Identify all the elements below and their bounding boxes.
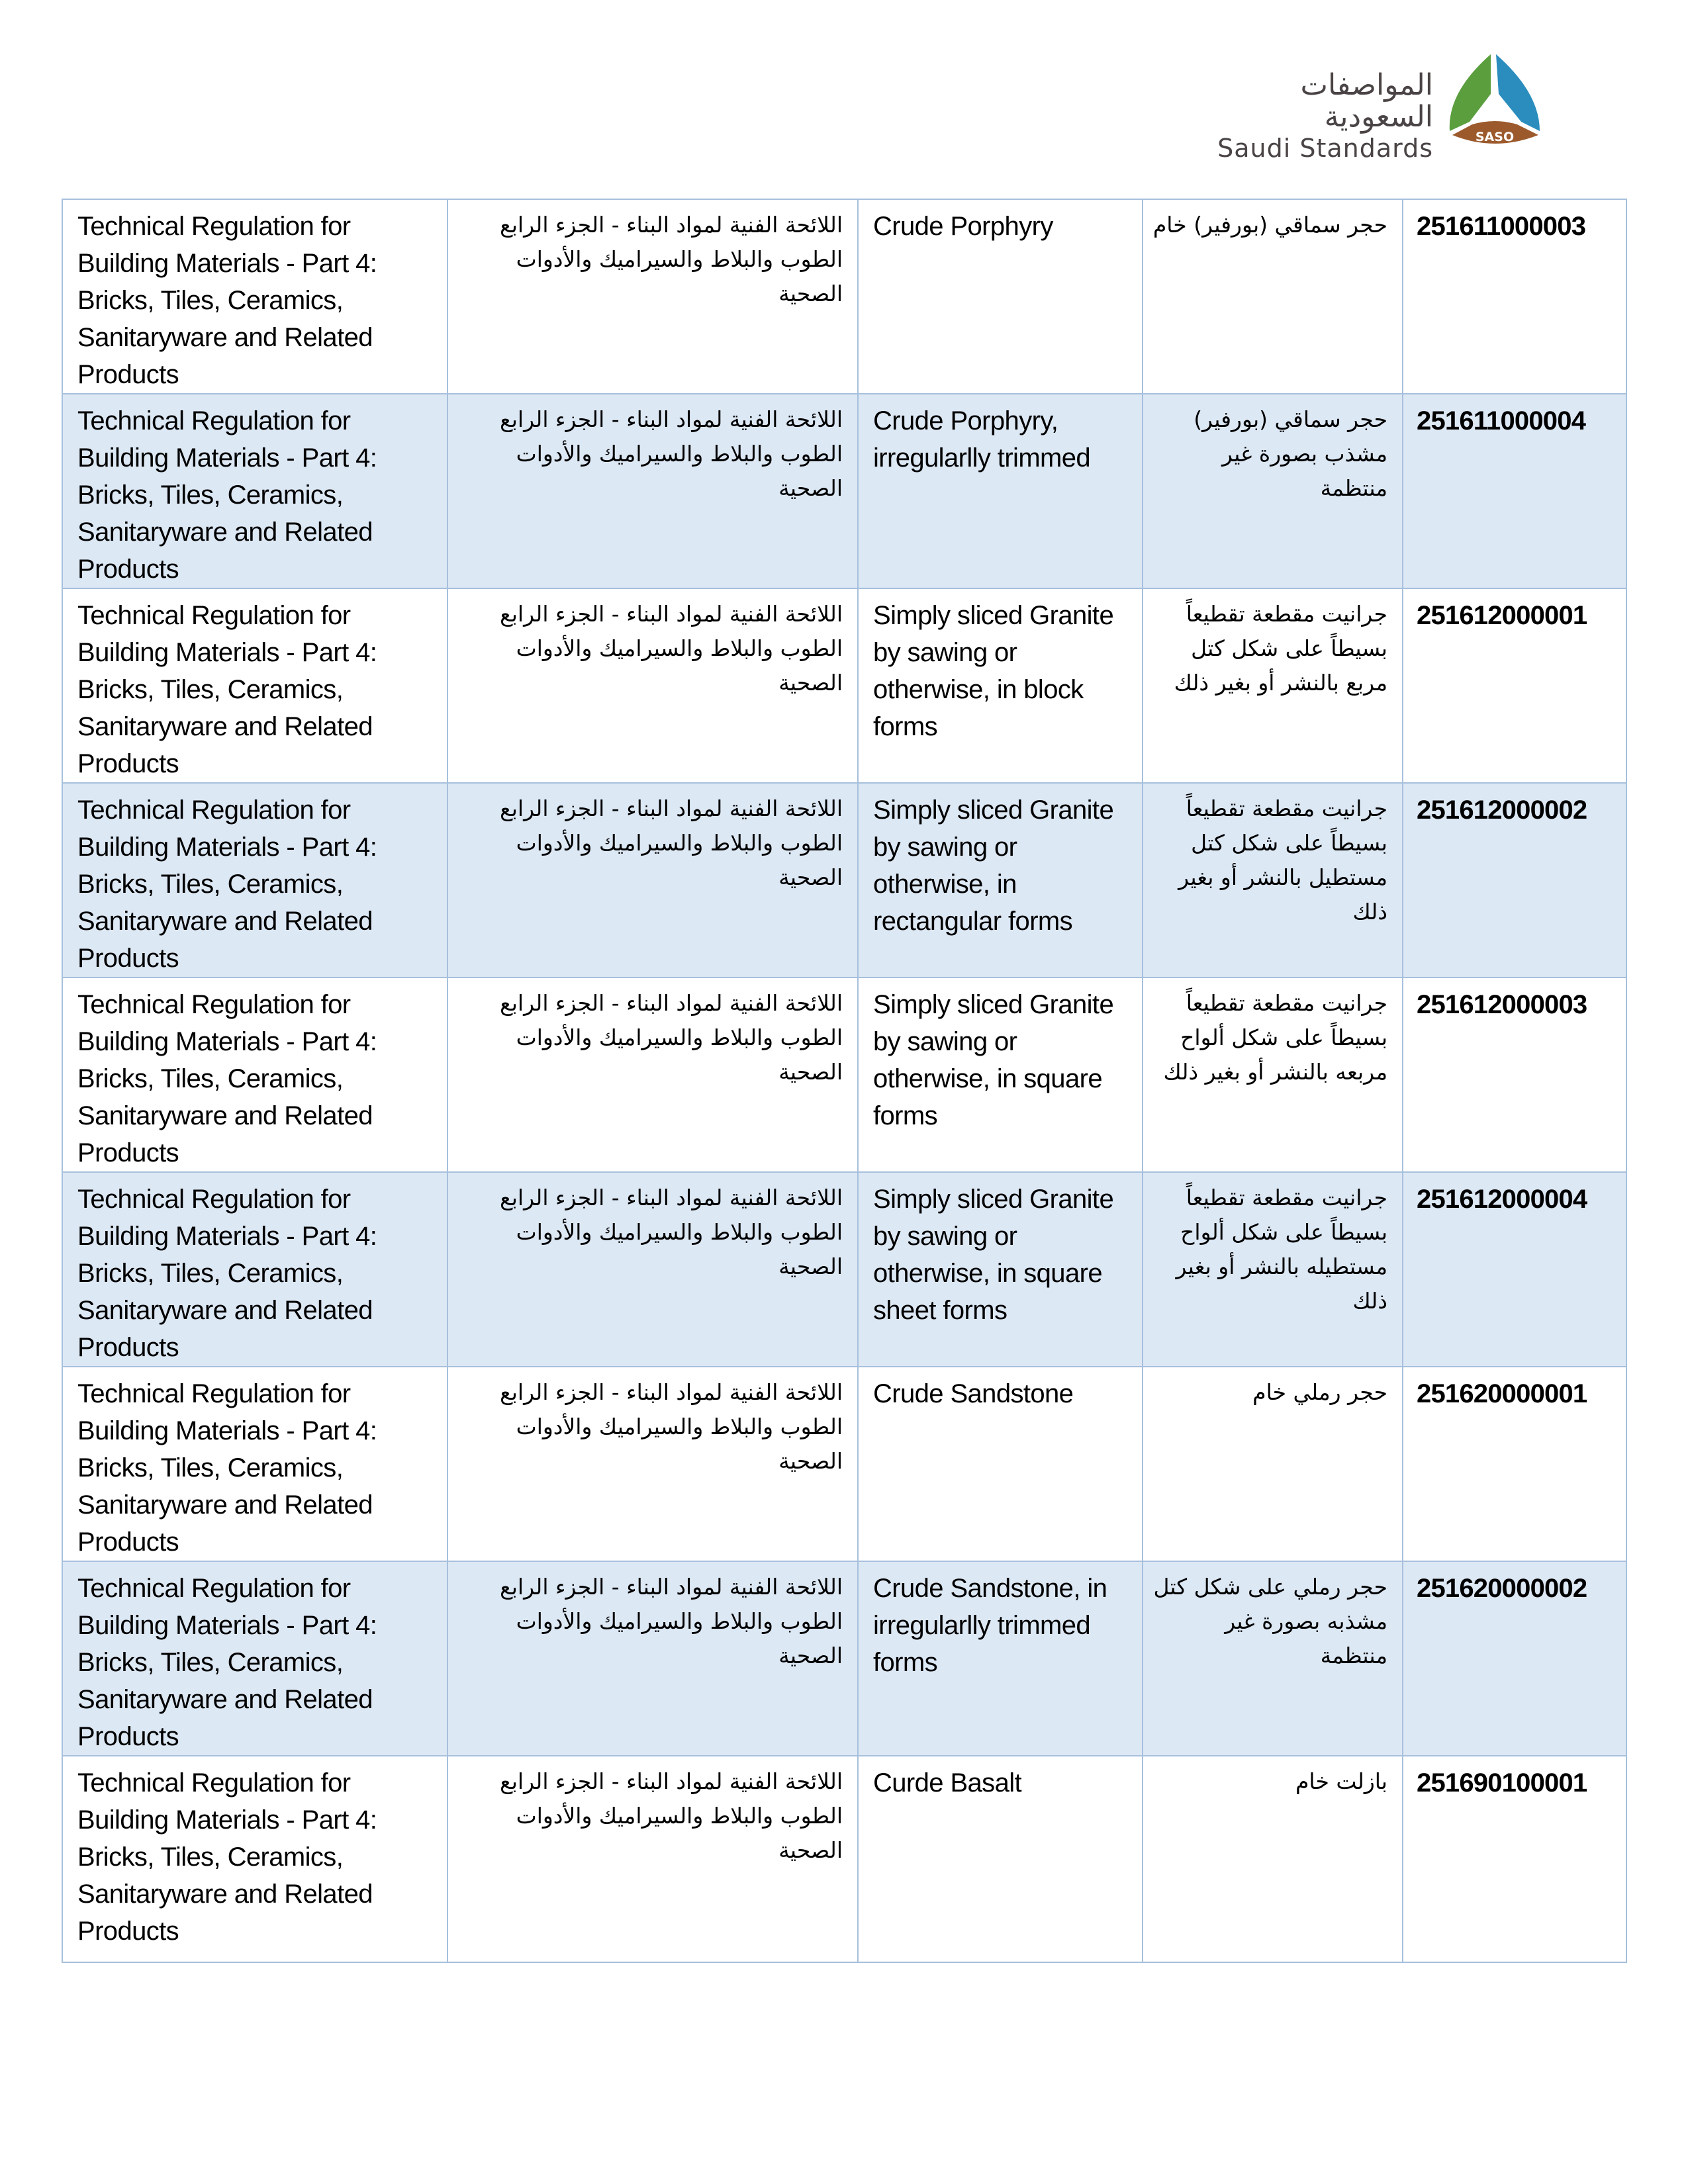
regulation-en-cell <box>62 199 447 394</box>
product-ar: بازلت خام <box>1295 1768 1387 1794</box>
product-en: Simply sliced Granite by sawing or otherwise, in square sheet forms <box>873 1185 1114 1325</box>
product-en: Simply sliced Granite by sawing or otherwise, in rectangular forms <box>873 796 1114 936</box>
regulation-ar-cell <box>447 1172 858 1367</box>
hs-code: 251690100001 <box>1417 1768 1587 1797</box>
product-ar: حجر سماقي (بورفير) مشذب بصورة غير منتظمة <box>1194 406 1387 501</box>
regulation-ar: اللائحة الفنية لمواد البناء - الجزء الرابع الطوب والبلاط والسيراميك والأدوات الصحية <box>500 406 843 501</box>
regulation-ar-cell <box>447 394 858 588</box>
hs-code-cell <box>1403 1172 1626 1367</box>
product-ar-cell <box>1143 1756 1403 1962</box>
product-ar-cell <box>1143 588 1403 783</box>
logo-arabic-name: المواصفات السعودية <box>1300 68 1433 134</box>
hs-code-cell <box>1403 199 1626 394</box>
table-row <box>62 199 1626 394</box>
product-en: Curde Basalt <box>873 1768 1022 1797</box>
table-row <box>62 1367 1626 1561</box>
product-ar: حجر سماقي (بورفير) خام <box>1152 212 1387 238</box>
product-ar-cell <box>1143 199 1403 394</box>
product-en-cell <box>858 1561 1143 1756</box>
regulation-ar-cell <box>447 783 858 978</box>
regulation-ar-cell <box>447 199 858 394</box>
logo-blue-segment <box>1496 54 1540 131</box>
product-ar-cell <box>1143 1367 1403 1561</box>
product-ar: حجر رملي على شكل كتل مشذبه بصورة غير منتظمة <box>1153 1574 1387 1668</box>
product-en: Crude Porphyry, irregularlly trimmed <box>873 406 1091 473</box>
hs-code-cell <box>1403 978 1626 1172</box>
regulation-ar-cell <box>447 1756 858 1962</box>
table-row <box>62 1172 1626 1367</box>
regulation-en-cell <box>62 1367 447 1561</box>
hs-code-cell <box>1403 783 1626 978</box>
regulation-en-cell <box>62 588 447 783</box>
hs-code: 251612000004 <box>1417 1185 1587 1214</box>
product-en: Crude Sandstone, in irregularlly trimmed forms <box>873 1574 1107 1677</box>
product-en-cell <box>858 588 1143 783</box>
regulation-en-cell <box>62 1172 447 1367</box>
product-en: Crude Porphyry <box>873 212 1053 241</box>
regulation-ar-cell <box>447 1561 858 1756</box>
hs-code-cell <box>1403 588 1626 783</box>
regulation-ar-cell <box>447 1367 858 1561</box>
regulation-en: Technical Regulation for Building Materials - Part 4: Bricks, Tiles, Ceramics, Sanitaryware and Related Products <box>77 796 377 973</box>
product-en-cell <box>858 394 1143 588</box>
regulation-en: Technical Regulation for Building Materials - Part 4: Bricks, Tiles, Ceramics, Sanitaryware and Related Products <box>77 601 377 778</box>
product-ar: جرانيت مقطعة تقطيعاً بسيطاً على شكل ألواح مربعه بالنشر أو بغير ذلك <box>1163 990 1387 1085</box>
regulation-en: Technical Regulation for Building Materials - Part 4: Bricks, Tiles, Ceramics, Sanitaryware and Related Products <box>77 1574 377 1751</box>
table-row <box>62 588 1626 783</box>
regulation-ar: اللائحة الفنية لمواد البناء - الجزء الرابع الطوب والبلاط والسيراميك والأدوات الصحية <box>500 212 843 306</box>
product-ar: حجر رملي خام <box>1252 1379 1387 1405</box>
product-table <box>62 199 1627 1963</box>
regulation-en-cell <box>62 978 447 1172</box>
hs-code: 251620000001 <box>1417 1379 1587 1408</box>
table-row <box>62 978 1626 1172</box>
logo-green-segment <box>1450 54 1491 131</box>
hs-code: 251612000002 <box>1417 796 1587 825</box>
product-ar: جرانيت مقطعة تقطيعاً بسيطاً على شكل كتل مربع بالنشر أو بغير ذلك <box>1174 601 1387 696</box>
table-row <box>62 1561 1626 1756</box>
product-en: Crude Sandstone <box>873 1379 1074 1408</box>
product-ar: جرانيت مقطعة تقطيعاً بسيطاً على شكل كتل مستطيل بالنشر أو بغير ذلك <box>1178 796 1387 925</box>
regulation-ar: اللائحة الفنية لمواد البناء - الجزء الرابع الطوب والبلاط والسيراميك والأدوات الصحية <box>500 796 843 890</box>
hs-code-cell <box>1403 1561 1626 1756</box>
logo-wordmark <box>1205 69 1433 163</box>
hs-code-cell <box>1403 394 1626 588</box>
regulation-en: Technical Regulation for Building Materials - Part 4: Bricks, Tiles, Ceramics, Sanitaryware and Related Products <box>77 990 377 1167</box>
regulation-en: Technical Regulation for Building Materials - Part 4: Bricks, Tiles, Ceramics, Sanitaryware and Related Products <box>77 406 377 584</box>
saso-logo <box>1205 50 1549 163</box>
hs-code: 251611000004 <box>1417 406 1586 435</box>
regulation-ar: اللائحة الفنية لمواد البناء - الجزء الرابع الطوب والبلاط والسيراميك والأدوات الصحية <box>500 1768 843 1863</box>
product-en: Simply sliced Granite by sawing or otherwise, in square forms <box>873 990 1114 1130</box>
product-ar-cell <box>1143 978 1403 1172</box>
regulation-ar-cell <box>447 588 858 783</box>
regulation-en: Technical Regulation for Building Materials - Part 4: Bricks, Tiles, Ceramics, Sanitaryware and Related Products <box>77 1185 377 1362</box>
regulation-en: Technical Regulation for Building Materials - Part 4: Bricks, Tiles, Ceramics, Sanitaryware and Related Products <box>77 1768 377 1946</box>
table-row <box>62 1756 1626 1962</box>
regulation-en-cell <box>62 394 447 588</box>
table-row <box>62 394 1626 588</box>
product-en-cell <box>858 1367 1143 1561</box>
logo-mark-label: SASO <box>1475 130 1515 144</box>
regulation-en: Technical Regulation for Building Materials - Part 4: Bricks, Tiles, Ceramics, Sanitaryware and Related Products <box>77 212 377 389</box>
saso-triangle-icon <box>1443 53 1546 146</box>
regulation-ar: اللائحة الفنية لمواد البناء - الجزء الرابع الطوب والبلاط والسيراميك والأدوات الصحية <box>500 1574 843 1668</box>
regulation-ar: اللائحة الفنية لمواد البناء - الجزء الرابع الطوب والبلاط والسيراميك والأدوات الصحية <box>500 601 843 696</box>
hs-code: 251612000001 <box>1417 601 1587 630</box>
regulation-ar-cell <box>447 978 858 1172</box>
regulation-ar: اللائحة الفنية لمواد البناء - الجزء الرابع الطوب والبلاط والسيراميك والأدوات الصحية <box>500 1185 843 1279</box>
regulation-en-cell <box>62 1756 447 1962</box>
regulation-en: Technical Regulation for Building Materials - Part 4: Bricks, Tiles, Ceramics, Sanitaryware and Related Products <box>77 1379 377 1557</box>
product-en-cell <box>858 1756 1143 1962</box>
regulation-en-cell <box>62 1561 447 1756</box>
product-en-cell <box>858 783 1143 978</box>
regulation-ar: اللائحة الفنية لمواد البناء - الجزء الرابع الطوب والبلاط والسيراميك والأدوات الصحية <box>500 990 843 1085</box>
product-ar-cell <box>1143 783 1403 978</box>
product-en: Simply sliced Granite by sawing or otherwise, in block forms <box>873 601 1114 741</box>
product-en-cell <box>858 1172 1143 1367</box>
product-ar: جرانيت مقطعة تقطيعاً بسيطاً على شكل ألواح مستطيله بالنشر أو بغير ذلك <box>1176 1185 1387 1314</box>
regulation-ar: اللائحة الفنية لمواد البناء - الجزء الرابع الطوب والبلاط والسيراميك والأدوات الصحية <box>500 1379 843 1474</box>
product-en-cell <box>858 199 1143 394</box>
regulation-en-cell <box>62 783 447 978</box>
hs-code: 251611000003 <box>1417 212 1586 241</box>
logo-english-name: Saudi Standards <box>1217 134 1433 163</box>
hs-code: 251620000002 <box>1417 1574 1587 1603</box>
product-ar-cell <box>1143 1561 1403 1756</box>
table-row <box>62 783 1626 978</box>
product-ar-cell <box>1143 1172 1403 1367</box>
hs-code-cell <box>1403 1367 1626 1561</box>
product-ar-cell <box>1143 394 1403 588</box>
product-en-cell <box>858 978 1143 1172</box>
hs-code: 251612000003 <box>1417 990 1587 1019</box>
hs-code-cell <box>1403 1756 1626 1962</box>
